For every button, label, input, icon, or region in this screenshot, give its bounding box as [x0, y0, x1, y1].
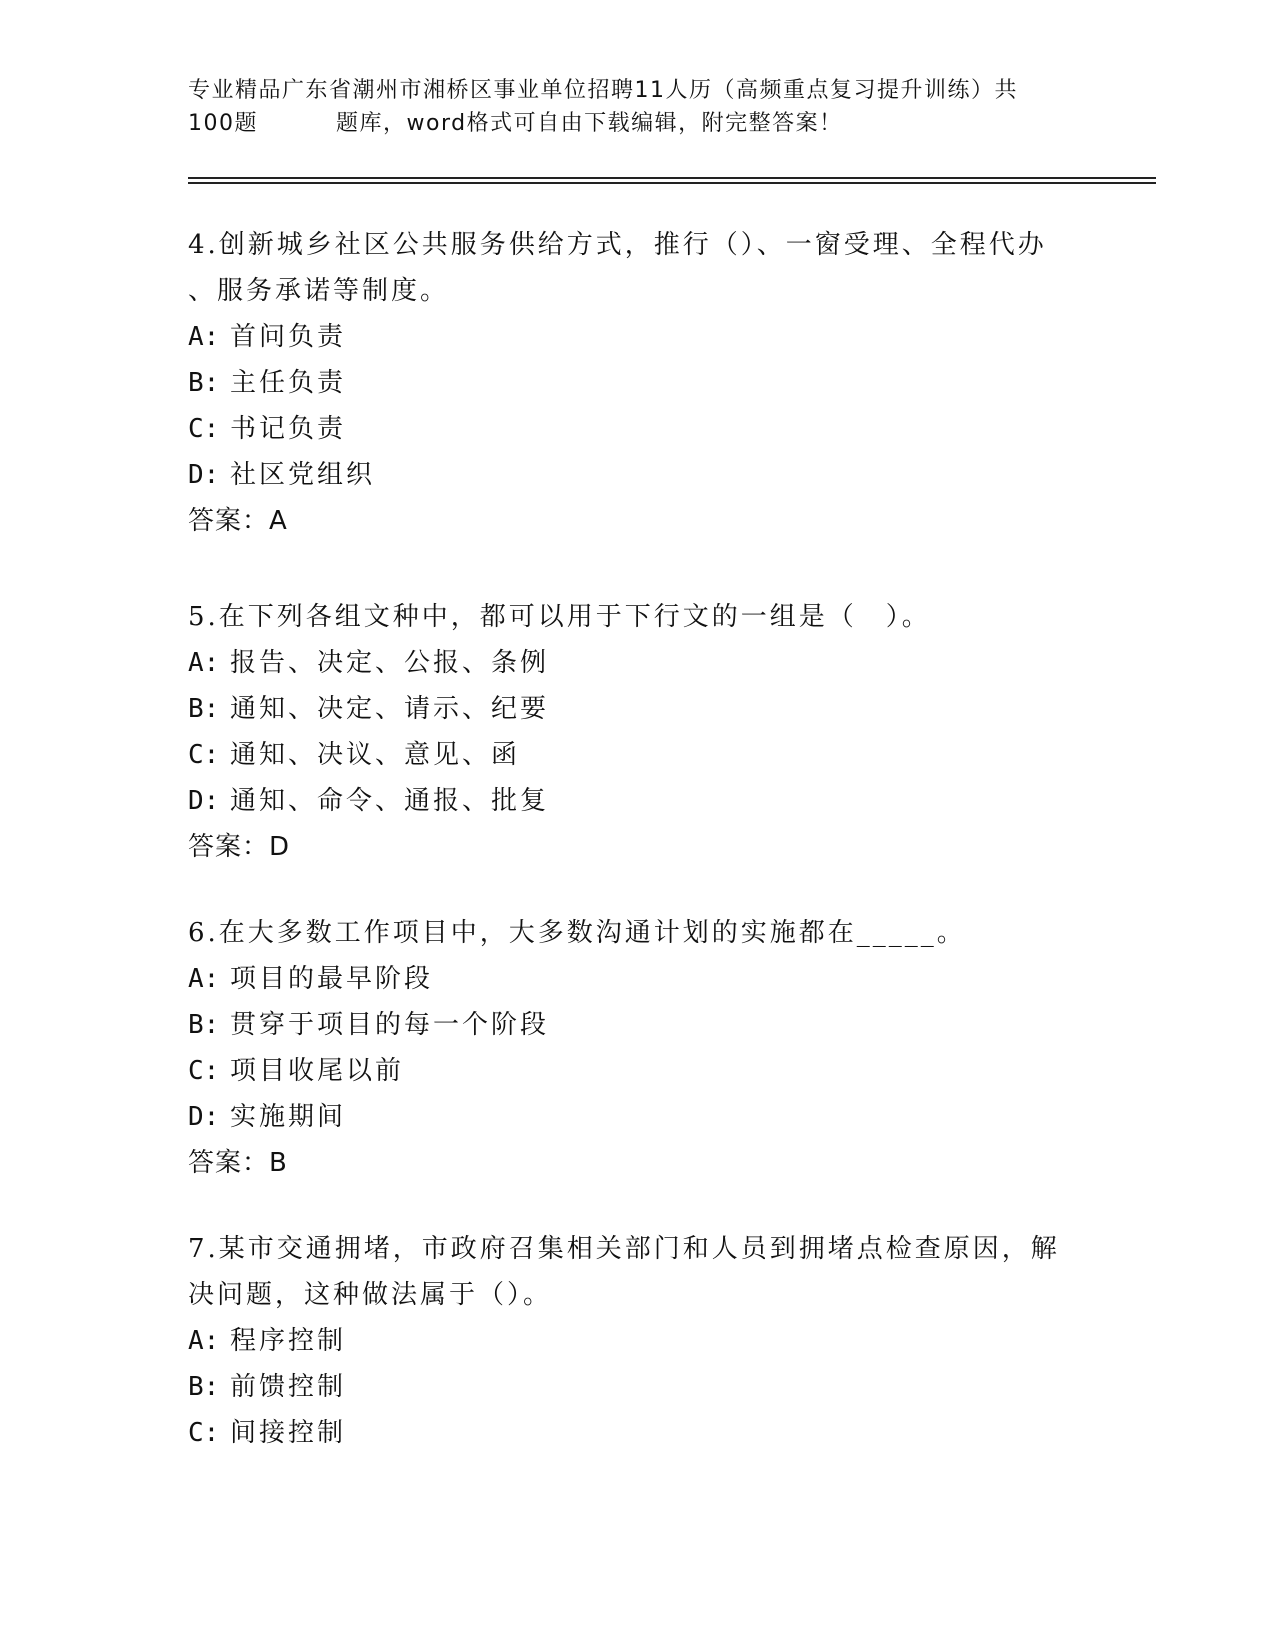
question-block	[188, 910, 1088, 1186]
option-label: D:	[188, 460, 220, 490]
option-a	[188, 314, 1088, 360]
option-label: A:	[188, 322, 220, 352]
option-label: B:	[188, 694, 220, 724]
option-label: B:	[188, 368, 220, 398]
question-stem-line: 4.创新城乡社区公共服务供给方式，推行（）、一窗受理、全程代办	[188, 230, 1047, 260]
option-label: C:	[188, 1056, 220, 1086]
option-d	[188, 452, 1088, 498]
option-text: 间接控制	[230, 1418, 347, 1448]
option-text: 通知、决定、请示、纪要	[230, 694, 550, 724]
option-label: D:	[188, 786, 220, 816]
option-d	[188, 778, 1088, 824]
option-b	[188, 360, 1088, 406]
option-b	[188, 1002, 1088, 1048]
option-a	[188, 1318, 1088, 1364]
question-stem-line: 7.某市交通拥堵，市政府召集相关部门和人员到拥堵点检查原因，解	[188, 1234, 1060, 1264]
question-stem-line: 6.在大多数工作项目中，大多数沟通计划的实施都在_____。	[188, 918, 966, 948]
question-block	[188, 1226, 1088, 1456]
header-count: 100题	[188, 111, 258, 136]
option-label: A:	[188, 648, 220, 678]
option-label: A:	[188, 1326, 220, 1356]
option-c	[188, 732, 1088, 778]
option-b	[188, 1364, 1088, 1410]
option-label: C:	[188, 740, 220, 770]
option-text: 通知、命令、通报、批复	[230, 786, 550, 816]
option-a	[188, 640, 1088, 686]
option-label: B:	[188, 1010, 220, 1040]
answer-line: 答案：B	[188, 1148, 288, 1178]
option-text: 实施期间	[230, 1102, 347, 1132]
option-text: 主任负责	[230, 368, 347, 398]
question-block	[188, 594, 1088, 870]
header-line-1: 专业精品广东省潮州市湘桥区事业单位招聘11人历（高频重点复习提升训练）共	[188, 78, 1018, 103]
option-label: A:	[188, 964, 220, 994]
option-label: D:	[188, 1102, 220, 1132]
option-text: 项目收尾以前	[230, 1056, 405, 1086]
option-c	[188, 1410, 1088, 1456]
option-text: 社区党组织	[230, 460, 376, 490]
option-text: 首问负责	[230, 322, 347, 352]
header-divider-top	[188, 177, 1156, 179]
question-block	[188, 222, 1088, 544]
option-c	[188, 1048, 1088, 1094]
option-text: 报告、决定、公报、条例	[230, 648, 550, 678]
option-text: 通知、决议、意见、函	[230, 740, 521, 770]
option-text: 项目的最早阶段	[230, 964, 434, 994]
option-a	[188, 956, 1088, 1002]
option-label: C:	[188, 414, 220, 444]
question-stem-line: 5.在下列各组文种中，都可以用于下行文的一组是（ ）。	[188, 602, 931, 632]
option-label: C:	[188, 1418, 220, 1448]
question-stem-line: 、服务承诺等制度。	[188, 276, 450, 306]
document-header	[188, 74, 1088, 140]
header-divider-bottom	[188, 182, 1156, 184]
header-description: 题库，word格式可自由下载编辑，附完整答案！	[336, 111, 843, 136]
option-text: 书记负责	[230, 414, 347, 444]
option-label: B:	[188, 1372, 220, 1402]
answer-line: 答案：A	[188, 506, 288, 536]
option-text: 贯穿于项目的每一个阶段	[230, 1010, 550, 1040]
question-stem-line: 决问题，这种做法属于（）。	[188, 1280, 553, 1310]
option-text: 前馈控制	[230, 1372, 347, 1402]
header-line-2	[188, 107, 1088, 140]
option-b	[188, 686, 1088, 732]
option-c	[188, 406, 1088, 452]
option-text: 程序控制	[230, 1326, 347, 1356]
answer-line: 答案：D	[188, 832, 291, 862]
option-d	[188, 1094, 1088, 1140]
